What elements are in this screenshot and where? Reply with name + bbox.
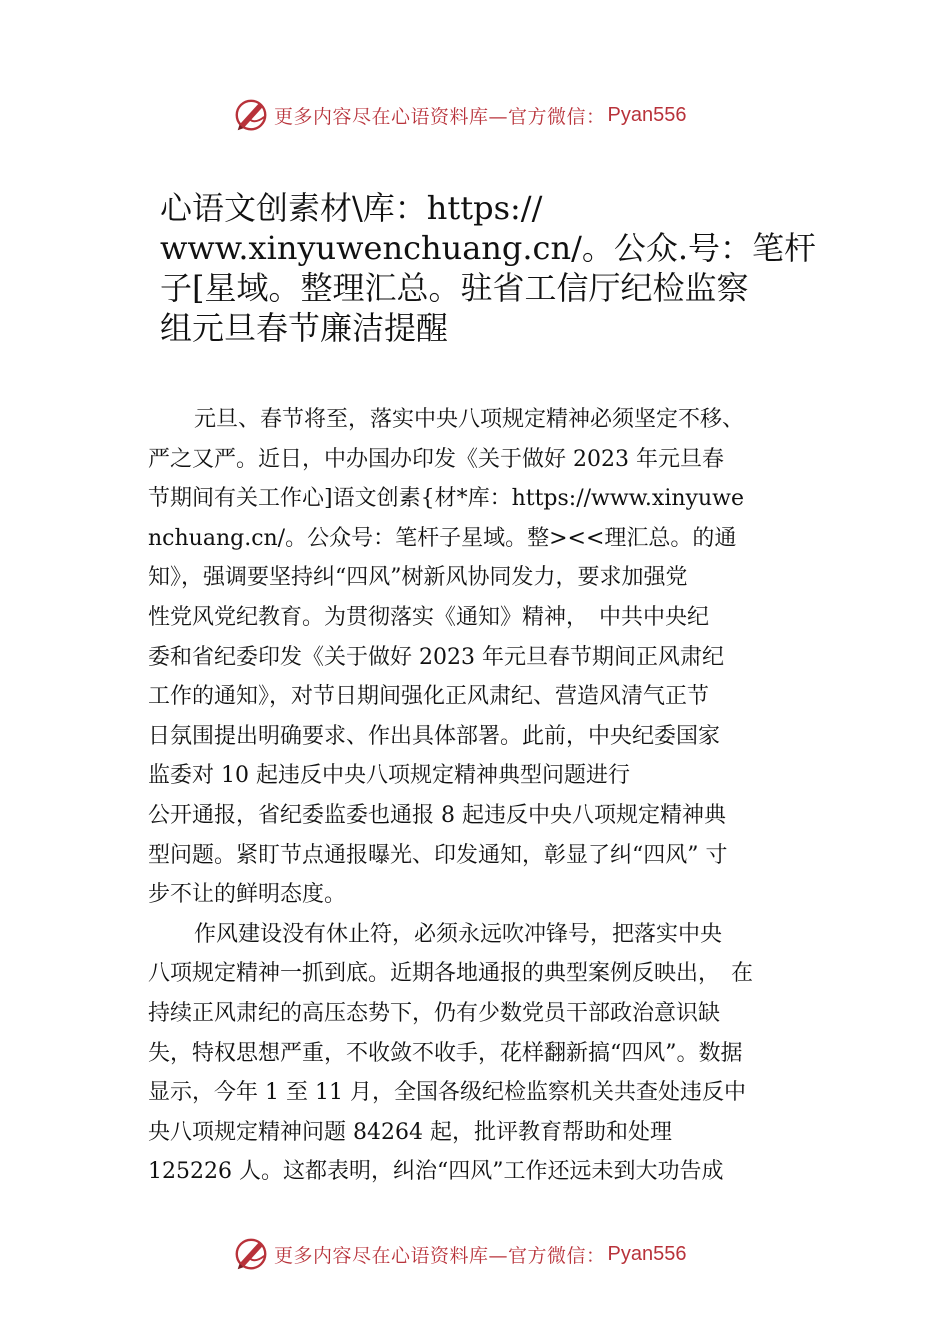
pen-writing-logo-icon xyxy=(232,1235,270,1273)
paragraph-line: 八项规定精神一抓到底。近期各地通报的典型案例反映出， 在 xyxy=(148,961,754,987)
paragraph-line: 严之又严。近日，中办国办印发《关于做好 2023 年元旦春 xyxy=(148,446,724,472)
paragraph-line: 显示，今年 1 至 11 月，全国各级纪检监察机关共查处违反中 xyxy=(148,1080,746,1106)
title-line: 心语文创素材\库：https:// xyxy=(160,189,543,227)
document-body xyxy=(148,400,818,1192)
paragraph-line: 节期间有关工作心]语文创素{材*库：https://www.xinyuwe xyxy=(148,486,744,512)
paragraph-line: 125226 人。这都表明，纠治“四风”工作还远未到大功告成 xyxy=(148,1159,724,1185)
document-title xyxy=(160,188,820,348)
footer-banner xyxy=(232,1234,752,1274)
paragraph-line: 央八项规定精神问题 84264 起，批评教育帮助和处理 xyxy=(148,1119,672,1145)
paragraph-line: 工作的通知》，对节日期间强化正风肃纪、营造风清气正节 xyxy=(148,684,710,710)
paragraph-line: nchuang.cn/。公众号：笔杆子星域。整><<理汇总。的通 xyxy=(148,525,737,551)
banner-wechat-handle: Pyan556 xyxy=(607,1242,687,1265)
banner-wechat-handle: Pyan556 xyxy=(607,103,687,126)
paragraph-line: 性党风党纪教育。为贯彻落实《通知》精神， 中共中央纪 xyxy=(148,604,710,630)
paragraph-line: 失，特权思想严重，不收敛不收手，花样翻新搞“四风”。数据 xyxy=(148,1040,743,1066)
paragraph-line: 监委对 10 起违反中央八项规定精神典型问题进行 xyxy=(148,763,630,789)
header-banner xyxy=(232,95,752,135)
paragraph-line: 公开通报，省纪委监委也通报 8 起违反中央八项规定精神典 xyxy=(148,802,726,828)
paragraph-line: 日氛围提出明确要求、作出具体部署。此前，中央纪委国家 xyxy=(148,723,721,749)
banner-text: 更多内容尽在心语资料库—官方微信： xyxy=(274,1244,606,1267)
paragraph-line: 步不让的鲜明态度。 xyxy=(148,882,347,908)
banner-text: 更多内容尽在心语资料库—官方微信： xyxy=(274,105,606,128)
paragraph-line: 委和省纪委印发《关于做好 2023 年元旦春节期间正风肃纪 xyxy=(148,644,724,670)
paragraph-line: 持续正风肃纪的高压态势下，仍有少数党员干部政治意识缺 xyxy=(148,1000,721,1026)
paragraph-line: 型问题。紧盯节点通报曝光、印发通知，彰显了纠“四风” 寸 xyxy=(148,842,728,868)
title-line: 组元旦春节廉洁提醒 xyxy=(160,309,449,347)
title-line: www.xinyuwenchuang.cn/。公众.号：笔杆 xyxy=(160,229,817,267)
title-line: 子[星域。整理汇总。驻省工信厅纪检监察 xyxy=(160,269,749,307)
paragraph-line: 知》，强调要坚持纠“四风”树新风协同发力，要求加强党 xyxy=(148,565,688,591)
paragraph-line: 作风建设没有休止符，必须永远吹冲锋号，把落实中央 xyxy=(194,921,723,947)
pen-writing-logo-icon xyxy=(232,96,270,134)
paragraph-line: 元旦、春节将至，落实中央八项规定精神必须坚定不移、 xyxy=(194,407,745,432)
